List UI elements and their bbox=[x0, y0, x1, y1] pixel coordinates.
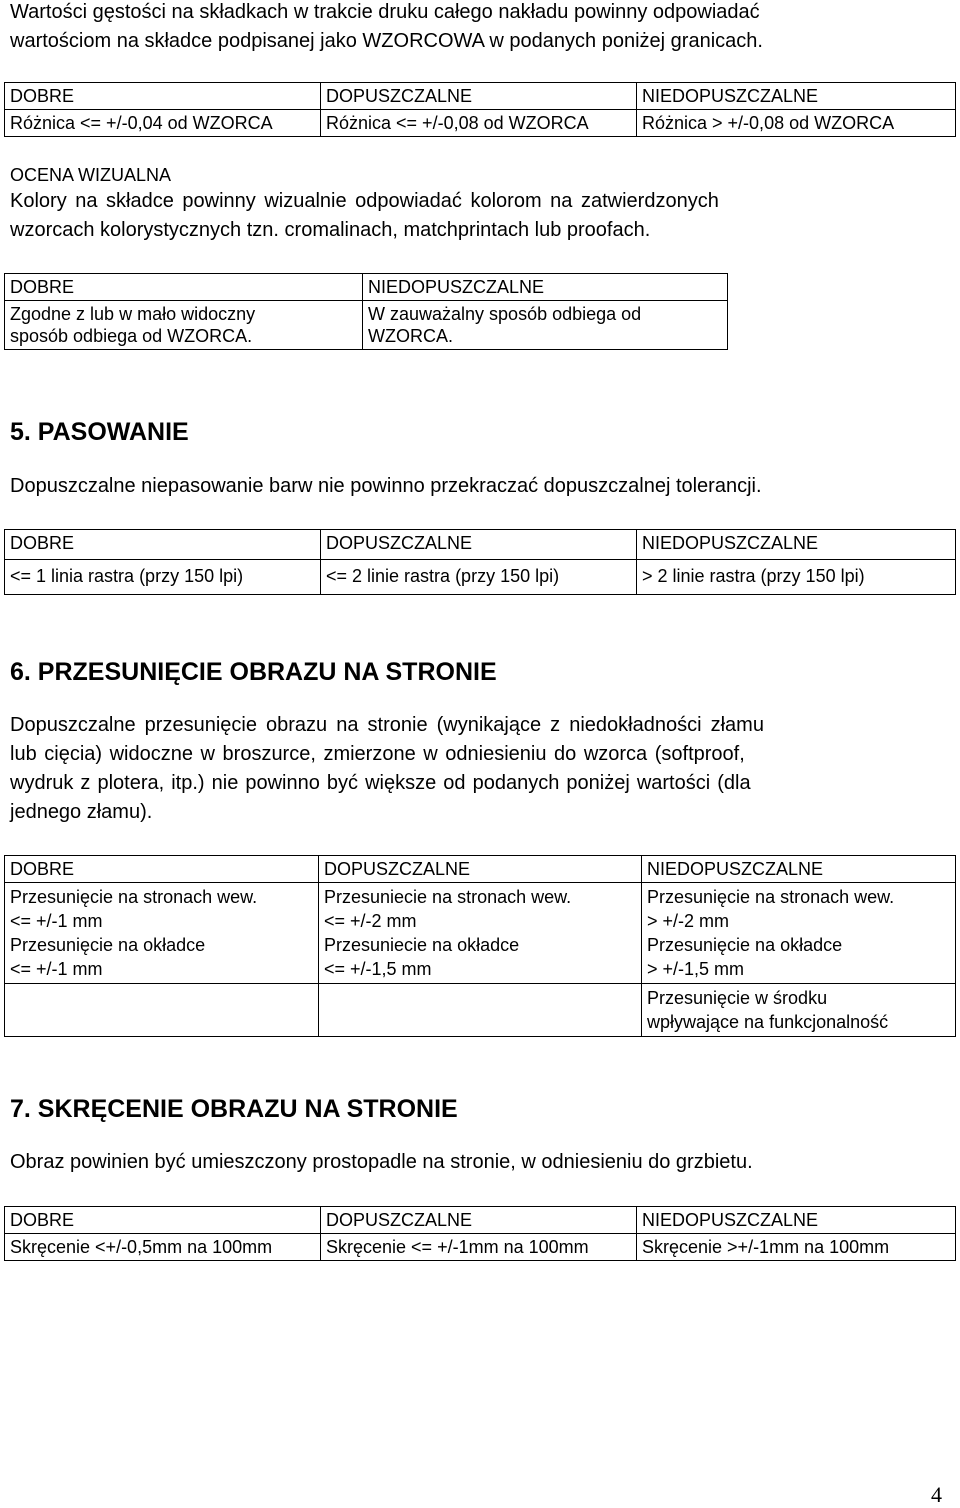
header-acceptable: DOPUSZCZALNE bbox=[321, 530, 637, 560]
section-6-line-3: wydruk z plotera, itp.) nie powinno być większe od podanych poniżej wartości (dla bbox=[10, 772, 751, 794]
table-header-row bbox=[5, 1207, 956, 1234]
table-row bbox=[5, 560, 956, 595]
header-unacceptable: NIEDOPUSZCZALNE bbox=[637, 83, 956, 110]
cell-empty bbox=[319, 984, 642, 1037]
intro-line-2: wartościom na składce podpisanej jako WZORCOWA w podanych poniżej granicach. bbox=[10, 30, 763, 52]
visual-table bbox=[4, 273, 728, 350]
header-unacceptable: NIEDOPUSZCZALNE bbox=[637, 1207, 956, 1234]
header-good: DOBRE bbox=[5, 530, 321, 560]
cell-unacceptable-line-2: WZORCA. bbox=[368, 326, 453, 346]
cell-line: Przesuniecie na stronach wew. bbox=[324, 887, 572, 907]
header-unacceptable: NIEDOPUSZCZALNE bbox=[637, 530, 956, 560]
intro-paragraph bbox=[10, 0, 763, 56]
section-6-title: 6. PRZESUNIĘCIE OBRAZU NA STRONIE bbox=[10, 658, 497, 686]
visual-heading: OCENA WIZUALNA bbox=[10, 165, 172, 185]
visual-line-1 bbox=[10, 187, 946, 216]
cell-line: wpływające na funkcjonalność bbox=[647, 1012, 889, 1032]
header-acceptable: DOPUSZCZALNE bbox=[321, 83, 637, 110]
visual-line-1-text: Kolory na składce powinny wizualnie odpowiadać kolorom na zatwierdzonych bbox=[10, 190, 719, 212]
cell-unacceptable: Skręcenie >+/-1mm na 100mm bbox=[637, 1234, 956, 1261]
density-table bbox=[4, 82, 956, 137]
skew-table bbox=[4, 1206, 956, 1261]
section-5-title: 5. PASOWANIE bbox=[10, 418, 189, 446]
cell-line: <= +/-1 mm bbox=[10, 959, 103, 979]
visual-paragraph bbox=[10, 187, 946, 245]
cell-good bbox=[5, 883, 319, 984]
cell-line: <= +/-1 mm bbox=[10, 911, 103, 931]
cell-line: <= +/-1,5 mm bbox=[324, 959, 432, 979]
cell-unacceptable: Różnica > +/-0,08 od WZORCA bbox=[637, 110, 956, 137]
section-6-line-4: jednego złamu). bbox=[10, 801, 153, 823]
table-row bbox=[5, 883, 956, 984]
table-row bbox=[5, 301, 728, 350]
table-row bbox=[5, 984, 956, 1037]
header-acceptable: DOPUSZCZALNE bbox=[321, 1207, 637, 1234]
cell-line: Przesunięcie na stronach wew. bbox=[647, 887, 895, 907]
cell-acceptable: Różnica <= +/-0,08 od WZORCA bbox=[321, 110, 637, 137]
cell-unacceptable bbox=[363, 301, 728, 350]
cell-unacceptable-line-1: W zauważalny sposób odbiega od bbox=[368, 304, 642, 324]
header-good: DOBRE bbox=[5, 1207, 321, 1234]
section-7-title: 7. SKRĘCENIE OBRAZU NA STRONIE bbox=[10, 1095, 458, 1123]
table-header-row bbox=[5, 274, 728, 301]
cell-line: <= +/-2 mm bbox=[324, 911, 417, 931]
cell-acceptable: Skręcenie <= +/-1mm na 100mm bbox=[321, 1234, 637, 1261]
registration-table bbox=[4, 529, 956, 595]
cell-acceptable bbox=[319, 883, 642, 984]
header-acceptable: DOPUSZCZALNE bbox=[319, 856, 642, 883]
section-7-text: Obraz powinien być umieszczony prostopadle na stronie, w odniesieniu do grzbietu. bbox=[10, 1151, 753, 1173]
visual-line-2: wzorcach kolorystycznych tzn. cromalinach, matchprintach lub proofach. bbox=[10, 219, 651, 241]
cell-good bbox=[5, 301, 363, 350]
cell-line: > +/-1,5 mm bbox=[647, 959, 745, 979]
header-good: DOBRE bbox=[5, 274, 363, 301]
cell-acceptable: <= 2 linie rastra (przy 150 lpi) bbox=[321, 560, 637, 595]
table-row bbox=[5, 1234, 956, 1261]
cell-unacceptable bbox=[642, 883, 956, 984]
cell-line: Przesunięcie na okładce bbox=[647, 935, 843, 955]
table-row bbox=[5, 110, 956, 137]
cell-good: <= 1 linia rastra (przy 150 lpi) bbox=[5, 560, 321, 595]
cell-line: > +/-2 mm bbox=[647, 911, 730, 931]
cell-good-line-1: Zgodne z lub w mało widoczny bbox=[10, 304, 256, 324]
cell-good: Różnica <= +/-0,04 od WZORCA bbox=[5, 110, 321, 137]
section-6-paragraph bbox=[10, 711, 944, 827]
cell-good-line-2: sposób odbiega od WZORCA. bbox=[10, 326, 253, 346]
cell-good: Skręcenie <+/-0,5mm na 100mm bbox=[5, 1234, 321, 1261]
section-5-text: Dopuszczalne niepasowanie barw nie powinno przekraczać dopuszczalnej tolerancji. bbox=[10, 475, 762, 497]
shift-table bbox=[4, 855, 956, 1037]
table-header-row bbox=[5, 83, 956, 110]
cell-unacceptable: > 2 linie rastra (przy 150 lpi) bbox=[637, 560, 956, 595]
cell-line: Przesuniecie na okładce bbox=[324, 935, 520, 955]
header-good: DOBRE bbox=[5, 856, 319, 883]
table-header-row bbox=[5, 530, 956, 560]
cell-line: Przesunięcie w środku bbox=[647, 988, 828, 1008]
header-unacceptable: NIEDOPUSZCZALNE bbox=[363, 274, 728, 301]
header-good: DOBRE bbox=[5, 83, 321, 110]
cell-line: Przesunięcie na stronach wew. bbox=[10, 887, 258, 907]
header-unacceptable: NIEDOPUSZCZALNE bbox=[642, 856, 956, 883]
cell-unacceptable-extra bbox=[642, 984, 956, 1037]
page-number: 4 bbox=[931, 1482, 942, 1507]
cell-empty bbox=[5, 984, 319, 1037]
table-header-row bbox=[5, 856, 956, 883]
cell-line: Przesunięcie na okładce bbox=[10, 935, 206, 955]
intro-line-1: Wartości gęstości na składkach w trakcie druku całego nakładu powinny odpowiadać bbox=[10, 1, 760, 23]
section-6-line-2: lub cięcia) widoczne w broszurce, zmierzone w odniesieniu do wzorca (softproof, bbox=[10, 743, 745, 765]
section-6-line-1: Dopuszczalne przesunięcie obrazu na stronie (wynikające z niedokładności złamu bbox=[10, 714, 764, 736]
